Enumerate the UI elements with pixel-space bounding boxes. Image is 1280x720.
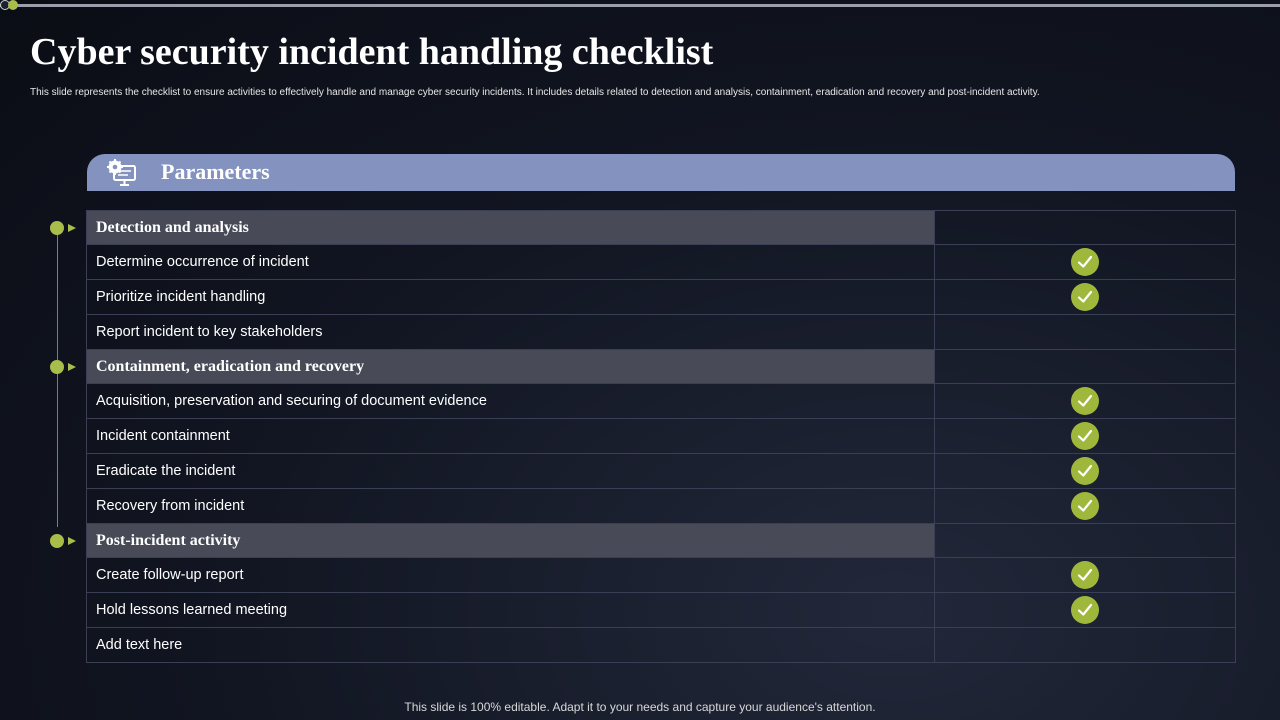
checklist-status-cell	[935, 454, 1236, 489]
checklist-status-cell	[935, 280, 1236, 315]
checkmark-icon	[1071, 596, 1099, 624]
checklist-row	[87, 245, 1236, 280]
checklist-row	[87, 315, 1236, 350]
checklist-status-cell	[935, 384, 1236, 419]
timeline-dot	[50, 221, 64, 235]
arrow-right-icon	[68, 537, 76, 545]
checklist-item-label: Incident containment	[87, 419, 935, 454]
slide-footer: This slide is 100% editable. Adapt it to your needs and capture your audience's attention.	[404, 700, 876, 714]
timeline-line	[57, 228, 58, 527]
section-title: Post-incident activity	[87, 524, 935, 558]
checklist-row	[87, 558, 1236, 593]
section-status-cell	[935, 211, 1236, 245]
slide-subtitle: This slide represents the checklist to ensure activities to effectively handle and manage cyber security incidents. It includes details related to detection and analysis, containment, eradication and recovery and post-incident activity.	[30, 87, 1040, 98]
parameters-header	[87, 154, 1235, 191]
checklist-status-cell	[935, 245, 1236, 280]
timeline-marker	[50, 360, 80, 374]
checkmark-icon	[1071, 561, 1099, 589]
checklist-item-label: Prioritize incident handling	[87, 280, 935, 315]
timeline-dot	[50, 360, 64, 374]
checkmark-icon	[1071, 248, 1099, 276]
checklist-row	[87, 489, 1236, 524]
checklist-item-label: Acquisition, preservation and securing of document evidence	[87, 384, 935, 419]
checklist-item-label: Hold lessons learned meeting	[87, 593, 935, 628]
checklist-row	[87, 593, 1236, 628]
checkmark-icon	[1071, 387, 1099, 415]
section-row	[87, 350, 1236, 384]
parameters-label: Parameters	[161, 159, 270, 184]
checklist-table	[86, 210, 1236, 663]
checklist-row	[87, 454, 1236, 489]
checklist-item-label: Add text here	[87, 628, 935, 663]
checklist-status-cell	[935, 489, 1236, 524]
checklist-row	[87, 419, 1236, 454]
checklist-row	[87, 384, 1236, 419]
section-title: Detection and analysis	[87, 211, 935, 245]
checkmark-icon	[1071, 492, 1099, 520]
section-row	[87, 211, 1236, 245]
checkmark-icon	[1071, 283, 1099, 311]
top-green-dot	[8, 0, 18, 10]
checklist-row	[87, 280, 1236, 315]
checklist-item-label: Recovery from incident	[87, 489, 935, 524]
checklist-status-cell	[935, 628, 1236, 663]
checklist-item-label: Create follow-up report	[87, 558, 935, 593]
section-status-cell	[935, 350, 1236, 384]
timeline-marker	[50, 534, 80, 548]
section-status-cell	[935, 524, 1236, 558]
section-row	[87, 524, 1236, 558]
checklist-item-label: Determine occurrence of incident	[87, 245, 935, 280]
timeline-marker	[50, 221, 80, 235]
section-title: Containment, eradication and recovery	[87, 350, 935, 384]
checklist-item-label: Report incident to key stakeholders	[87, 315, 935, 350]
checklist-status-cell	[935, 315, 1236, 350]
checkmark-icon	[1071, 422, 1099, 450]
checklist-status-cell	[935, 419, 1236, 454]
monitor-gear-icon	[107, 159, 137, 187]
checklist-status-cell	[935, 558, 1236, 593]
arrow-right-icon	[68, 224, 76, 232]
checklist-item-label: Eradicate the incident	[87, 454, 935, 489]
checkmark-icon	[1071, 457, 1099, 485]
arrow-right-icon	[68, 363, 76, 371]
checklist-row	[87, 628, 1236, 663]
timeline-dot	[50, 534, 64, 548]
checklist-status-cell	[935, 593, 1236, 628]
top-rule	[0, 4, 1280, 7]
slide-title: Cyber security incident handling checklist	[30, 31, 714, 73]
